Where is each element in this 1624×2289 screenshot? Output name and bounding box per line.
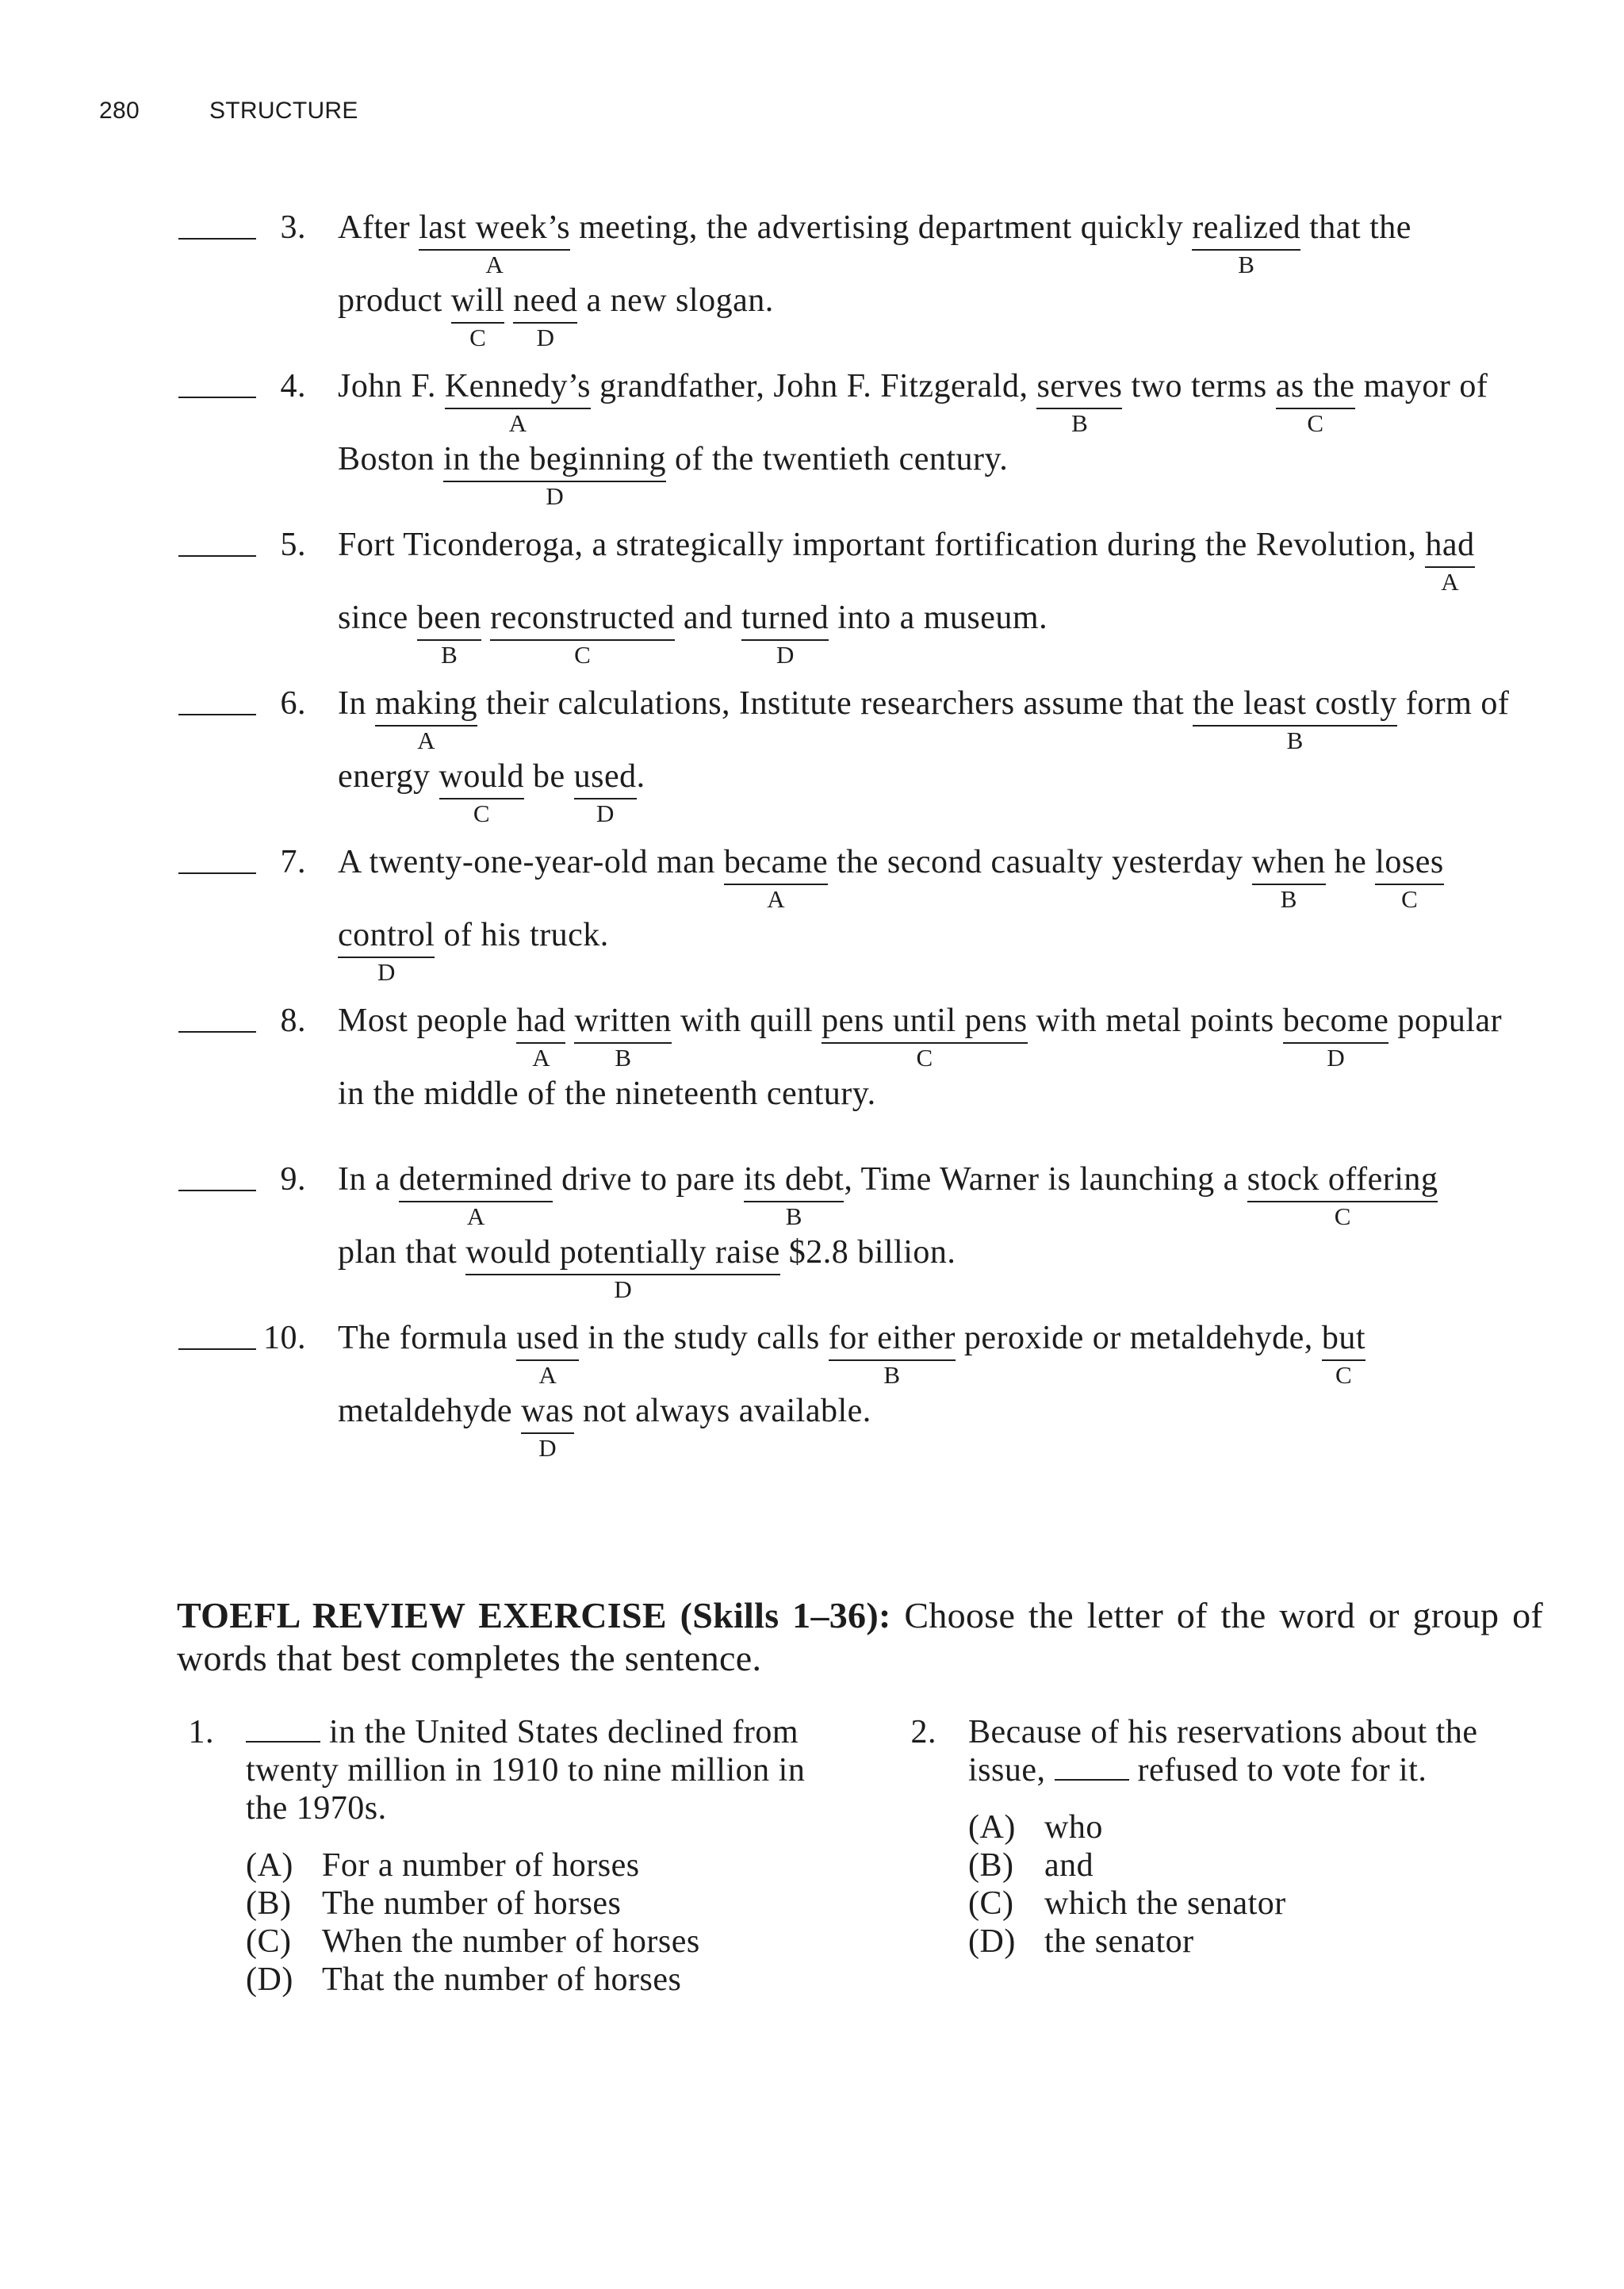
- question-line: [0, 1392, 1624, 1465]
- choice-text: written: [574, 1003, 672, 1039]
- answer-blank: [178, 714, 256, 715]
- stem-line: [246, 1789, 805, 1827]
- choice-text: making: [375, 685, 477, 722]
- choice-text: became: [723, 844, 829, 880]
- choice-text: the least costly: [1193, 685, 1397, 722]
- question-text: in the study calls: [579, 1320, 829, 1356]
- choice-letter: B: [1071, 409, 1088, 437]
- option-text: When the number of horses: [322, 1923, 700, 1960]
- choice-letter: B: [1238, 251, 1254, 278]
- choice-text: for either: [828, 1320, 956, 1356]
- choice-text: would: [439, 758, 525, 795]
- stem-text: issue,: [968, 1752, 1055, 1789]
- underlined-choice: [444, 367, 591, 437]
- underlined-choice: [419, 209, 571, 278]
- question-text: energy: [338, 758, 439, 795]
- stem-text: refused to vote for it.: [1128, 1752, 1427, 1789]
- question-line: [0, 282, 1624, 355]
- exercise-instructions-continued: words that best completes the sentence.: [177, 1638, 762, 1678]
- choice-text: pens until pens: [822, 1003, 1028, 1039]
- answer-option: [968, 1884, 1477, 1923]
- error-identification-question: [0, 1002, 1624, 1160]
- choice-text: used: [573, 758, 637, 795]
- question-text: plan that: [338, 1234, 466, 1271]
- choice-letter: C: [1334, 1202, 1351, 1230]
- stem-text: Because of his reservations about the: [968, 1714, 1478, 1750]
- question-text: drive to pare: [553, 1161, 744, 1198]
- question-line: [0, 1002, 1624, 1075]
- answer-blank: [246, 1741, 320, 1743]
- question-line: [0, 757, 1624, 830]
- underlined-choice: [573, 757, 637, 827]
- exercise-instructions: Choose the letter of the word or group of: [904, 1595, 1544, 1635]
- underlined-choice: [399, 1160, 553, 1230]
- question-number: 7.: [280, 844, 306, 880]
- question-text: product: [338, 282, 451, 319]
- choice-letter: C: [574, 641, 591, 669]
- question-text: with metal points: [1027, 1003, 1283, 1039]
- question-text: [481, 600, 490, 636]
- error-identification-question: [0, 684, 1624, 843]
- underlined-choice: [516, 1002, 566, 1072]
- question-number: 2.: [910, 1714, 936, 1750]
- choice-text: its debt: [743, 1161, 845, 1198]
- question-line: [0, 843, 1624, 916]
- question-text: [565, 1003, 574, 1039]
- question-number: 3.: [280, 209, 306, 246]
- option-letter: (C): [968, 1885, 1014, 1922]
- underlined-choice: [516, 1319, 580, 1389]
- question-text: with quill: [671, 1003, 822, 1039]
- underlined-choice: [1251, 843, 1326, 913]
- choice-letter: B: [441, 641, 458, 669]
- question-text: he: [1325, 844, 1376, 880]
- answer-option: [968, 1923, 1477, 1961]
- choice-letter: A: [508, 409, 527, 437]
- answer-options: [246, 1846, 805, 1999]
- choice-letter: D: [1327, 1044, 1345, 1072]
- question-text: their calculations, Institute researchers assume that: [477, 685, 1193, 722]
- choice-letter: A: [466, 1202, 485, 1230]
- multiple-choice-question: [905, 1713, 1477, 1961]
- choice-text: need: [513, 282, 578, 319]
- answer-blank: [178, 238, 256, 240]
- option-text: the senator: [1044, 1923, 1194, 1960]
- underlined-choice: [521, 1392, 574, 1462]
- question-text: not always available.: [573, 1393, 871, 1429]
- answer-option: [968, 1846, 1477, 1884]
- answer-blank: [178, 1190, 256, 1191]
- option-text: The number of horses: [322, 1885, 622, 1922]
- question-stem: [968, 1713, 1477, 1789]
- question-line: [0, 526, 1624, 599]
- question-text: of his truck.: [435, 917, 609, 953]
- choice-text: had: [516, 1003, 566, 1039]
- choice-text: become: [1282, 1003, 1389, 1039]
- underlined-choice: [439, 757, 525, 827]
- choice-text: when: [1251, 844, 1326, 880]
- answer-blank: [178, 555, 256, 557]
- choice-letter: D: [536, 324, 554, 351]
- option-letter: (C): [246, 1923, 292, 1960]
- choice-letter: A: [532, 1044, 550, 1072]
- choice-text: been: [416, 600, 482, 636]
- question-text: of the twentieth century.: [666, 441, 1009, 477]
- question-text: metaldehyde: [338, 1393, 522, 1429]
- underlined-choice: [375, 684, 477, 754]
- underlined-choice: [1192, 209, 1301, 278]
- choice-text: turned: [741, 600, 829, 636]
- underlined-choice: [416, 599, 482, 669]
- choice-text: control: [338, 917, 435, 953]
- choice-text: will: [450, 282, 505, 319]
- underlined-choice: [723, 843, 829, 913]
- answer-option: [246, 1923, 805, 1961]
- question-text: a new slogan.: [577, 282, 774, 319]
- choice-text: loses: [1375, 844, 1444, 880]
- underlined-choice: [828, 1319, 956, 1389]
- choice-letter: C: [916, 1044, 933, 1072]
- question-text: .: [636, 758, 645, 795]
- underlined-choice: [450, 282, 505, 351]
- question-line: [0, 684, 1624, 757]
- error-identification-question: [0, 1160, 1624, 1319]
- question-number: 8.: [280, 1003, 306, 1039]
- underlined-choice: [741, 599, 829, 669]
- multiple-choice-question: [182, 1713, 805, 1999]
- choice-text: determined: [399, 1161, 553, 1198]
- option-letter: (A): [968, 1809, 1016, 1846]
- underlined-choice: [490, 599, 675, 669]
- underlined-choice: [1247, 1160, 1438, 1230]
- question-line: [0, 440, 1624, 513]
- choice-text: in the beginning: [443, 441, 666, 477]
- question-line: [0, 1319, 1624, 1392]
- question-text: grandfather, John F. Fitzgerald,: [590, 368, 1037, 405]
- choice-letter: A: [485, 251, 504, 278]
- choice-letter: B: [883, 1361, 901, 1389]
- question-text: the second casualty yesterday: [828, 844, 1252, 880]
- heading-line-1: [177, 1594, 1543, 1637]
- exercise-title: TOEFL REVIEW EXERCISE (Skills 1–36):: [177, 1595, 891, 1635]
- option-text: which the senator: [1044, 1885, 1286, 1922]
- question-text: In: [338, 685, 375, 722]
- question-text: In a: [338, 1161, 400, 1198]
- question-text: peroxide or metaldehyde,: [955, 1320, 1322, 1356]
- choice-letter: D: [596, 799, 615, 827]
- question-line: [0, 367, 1624, 440]
- choice-letter: D: [377, 958, 396, 986]
- answer-blank: [178, 872, 256, 874]
- option-text: who: [1044, 1809, 1103, 1846]
- underlined-choice: [1282, 1002, 1389, 1072]
- underlined-choice: [1193, 684, 1397, 754]
- choice-letter: B: [615, 1044, 632, 1072]
- option-text: and: [1044, 1847, 1094, 1884]
- question-line: [0, 599, 1624, 672]
- question-number: 10.: [263, 1320, 306, 1356]
- error-identification-question: [0, 1319, 1624, 1478]
- question-text: popular: [1388, 1003, 1503, 1039]
- underlined-choice: [1275, 367, 1355, 437]
- question-text: $2.8 billion.: [779, 1234, 956, 1271]
- question-line: [0, 209, 1624, 282]
- choice-letter: D: [538, 1434, 557, 1462]
- stem-text: in the United States declined from: [320, 1714, 799, 1750]
- question-number: 6.: [280, 685, 306, 722]
- question-number: 1.: [188, 1714, 214, 1750]
- question-text: John F.: [338, 368, 445, 405]
- choice-text: but: [1321, 1320, 1365, 1356]
- underlined-choice: [513, 282, 578, 351]
- choice-text: Kennedy’s: [444, 368, 591, 405]
- question-text: that the: [1300, 209, 1411, 246]
- stem-line: [246, 1751, 805, 1789]
- question-text: since: [338, 600, 417, 636]
- choice-text: serves: [1036, 368, 1123, 405]
- underlined-choice: [1375, 843, 1444, 913]
- question-text: Most people: [338, 1003, 517, 1039]
- question-text: The formula: [338, 1320, 517, 1356]
- question-line: [0, 1233, 1624, 1306]
- review-exercise-heading: [177, 1594, 1543, 1680]
- choice-letter: D: [614, 1275, 632, 1303]
- underlined-choice: [465, 1233, 780, 1303]
- stem-line: [968, 1751, 1477, 1789]
- choice-letter: D: [546, 482, 564, 510]
- underlined-choice: [1425, 526, 1475, 596]
- answer-option: [246, 1961, 805, 1999]
- choice-text: last week’s: [419, 209, 571, 246]
- choice-text: as the: [1275, 368, 1355, 405]
- question-text: Boston: [338, 441, 444, 477]
- question-text: [504, 282, 513, 319]
- question-text: meeting, the advertising department quickly: [570, 209, 1193, 246]
- choice-text: stock offering: [1247, 1161, 1438, 1198]
- option-letter: (A): [246, 1847, 293, 1884]
- choice-letter: A: [417, 727, 435, 754]
- choice-text: would potentially raise: [465, 1234, 780, 1271]
- choice-letter: C: [469, 324, 486, 351]
- choice-text: had: [1425, 527, 1475, 563]
- answer-blank: [178, 1348, 256, 1350]
- answer-options: [968, 1808, 1477, 1961]
- stem-text: twenty million in 1910 to nine million in: [246, 1752, 806, 1789]
- question-text: and: [674, 600, 741, 636]
- choice-letter: C: [1335, 1361, 1352, 1389]
- choice-letter: C: [1401, 885, 1418, 913]
- question-number: 5.: [280, 527, 306, 563]
- question-text: mayor of: [1354, 368, 1488, 405]
- error-identification-question: [0, 843, 1624, 1002]
- choice-letter: B: [1280, 885, 1297, 913]
- choice-text: realized: [1192, 209, 1301, 246]
- choice-letter: B: [785, 1202, 802, 1230]
- choice-letter: B: [1286, 727, 1304, 754]
- option-text: For a number of horses: [322, 1847, 640, 1884]
- answer-option: [246, 1884, 805, 1923]
- question-line: [0, 1160, 1624, 1233]
- underlined-choice: [1036, 367, 1123, 437]
- question-text: Fort Ticonderoga, a strategically important fortification during the Revolution,: [338, 527, 1426, 563]
- stem-text: the 1970s.: [246, 1790, 387, 1827]
- error-identification-question: [0, 367, 1624, 526]
- option-letter: (B): [968, 1847, 1014, 1884]
- option-letter: (D): [246, 1961, 293, 1998]
- option-letter: (D): [968, 1923, 1016, 1960]
- underlined-choice: [443, 440, 666, 510]
- choice-letter: A: [1441, 568, 1459, 596]
- error-identification-question: [0, 526, 1624, 684]
- question-text: After: [338, 209, 419, 246]
- question-number: 9.: [280, 1161, 306, 1198]
- underlined-choice: [1321, 1319, 1365, 1389]
- stem-line: [246, 1713, 805, 1751]
- question-line: [0, 1075, 1624, 1148]
- page-number: 280: [99, 98, 140, 124]
- choice-letter: A: [767, 885, 785, 913]
- choice-text: was: [521, 1393, 574, 1429]
- question-text: form of: [1396, 685, 1510, 722]
- option-text: That the number of horses: [322, 1961, 682, 1998]
- question-text: A twenty-one-year-old man: [338, 844, 724, 880]
- question-text: into a museum.: [829, 600, 1048, 636]
- question-number: 4.: [280, 368, 306, 405]
- answer-option: [246, 1846, 805, 1884]
- choice-letter: D: [776, 641, 795, 669]
- error-question-list: [0, 209, 1624, 1478]
- answer-blank: [178, 397, 256, 398]
- section-title: STRUCTURE: [209, 98, 358, 124]
- error-identification-question: [0, 209, 1624, 367]
- underlined-choice: [743, 1160, 845, 1230]
- underlined-choice: [338, 916, 435, 986]
- question-text: be: [524, 758, 574, 795]
- question-text: , Time Warner is launching a: [844, 1161, 1247, 1198]
- question-stem: [246, 1713, 805, 1827]
- choice-letter: C: [1307, 409, 1323, 437]
- underlined-choice: [574, 1002, 672, 1072]
- question-line: [0, 916, 1624, 989]
- option-letter: (B): [246, 1885, 292, 1922]
- choice-text: used: [516, 1320, 580, 1356]
- question-text: two terms: [1122, 368, 1276, 405]
- answer-blank: [1055, 1779, 1129, 1781]
- answer-option: [968, 1808, 1477, 1846]
- choice-letter: A: [538, 1361, 557, 1389]
- stem-line: [968, 1713, 1477, 1751]
- choice-text: reconstructed: [490, 600, 675, 636]
- answer-blank: [178, 1031, 256, 1033]
- choice-letter: C: [473, 799, 490, 827]
- question-text: in the middle of the nineteenth century.: [338, 1075, 876, 1112]
- underlined-choice: [822, 1002, 1028, 1072]
